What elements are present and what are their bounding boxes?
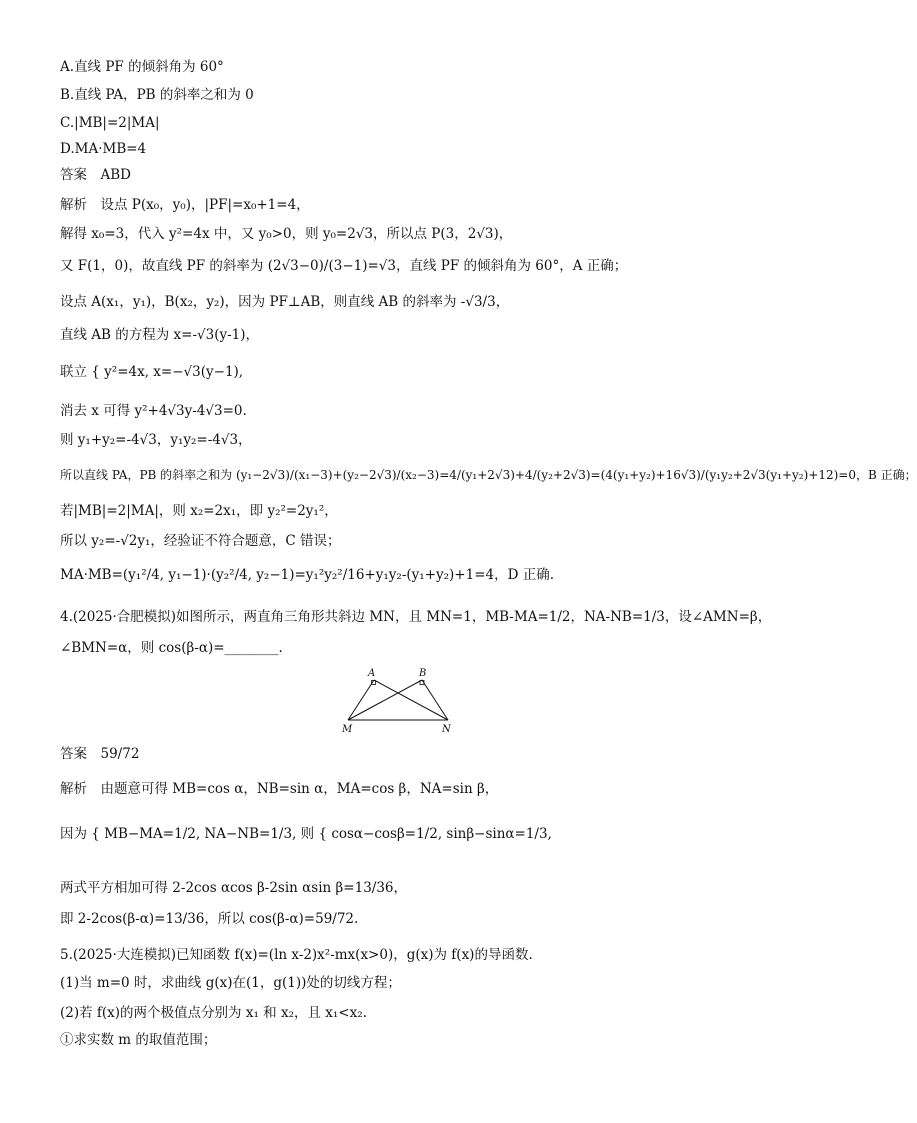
segment-ma	[348, 680, 374, 720]
question-4-cont: ∠BMN=α，则 cos(β-α)=________.	[60, 640, 283, 656]
segment-bn	[422, 680, 448, 720]
solution-line: 又 F(1，0)，故直线 PF 的斜率为 (2√3−0)/(3−1)=√3，直线 PF 的倾斜角为 60°，A 正确；	[60, 258, 628, 274]
question-5: 5.(2025·大连模拟)已知函数 f(x)=(ln x-2)x²-mx(x>0)，g(x)为 f(x)的导函数.	[60, 947, 533, 963]
solution-line: 解析 由题意可得 MB=cos α，NB=sin α，MA=cos β，NA=sin β，	[60, 781, 499, 797]
question-5-part-2: (2)若 f(x)的两个极值点分别为 x₁ 和 x₂，且 x₁<x₂.	[60, 1005, 367, 1021]
question-5-part-1: (1)当 m=0 时，求曲线 g(x)在(1，g(1))处的切线方程；	[60, 975, 401, 991]
solution-line: 解析 设点 P(x₀，y₀)，|PF|=x₀+1=4，	[60, 197, 310, 213]
solution-line: 解得 x₀=3，代入 y²=4x 中，又 y₀>0，则 y₀=2√3，所以点 P(3，2√3)，	[60, 226, 513, 242]
option-b: B.直线 PA，PB 的斜率之和为 0	[60, 87, 254, 103]
solution-line: MA·MB=(y₁²/4, y₁−1)·(y₂²/4, y₂−1)=y₁²y₂²/16+y₁y₂-(y₁+y₂)+1=4，D 正确.	[60, 567, 555, 583]
answer-q4: 答案 59/72	[60, 746, 140, 762]
solution-line: 消去 x 可得 y²+4√3y-4√3=0.	[60, 403, 247, 419]
solution-line: 设点 A(x₁，y₁)，B(x₂，y₂)，因为 PF⊥AB，则直线 AB 的斜率为 -√3/3，	[60, 294, 510, 310]
question-5-part-2-1: ①求实数 m 的取值范围；	[60, 1032, 217, 1048]
solution-system: 因为 { MB−MA=1/2, NA−NB=1/3, 则 { cosα−cosβ=1/2, sinβ−sinα=1/3,	[60, 826, 552, 842]
solution-line: 则 y₁+y₂=-4√3，y₁y₂=-4√3，	[60, 432, 252, 448]
question-4: 4.(2025·合肥模拟)如图所示，两直角三角形共斜边 MN，且 MN=1，MB-MA=1/2，NA-NB=1/3，设∠AMN=β，	[60, 609, 772, 625]
solution-line: 即 2-2cos(β-α)=13/36，所以 cos(β-α)=59/72.	[60, 911, 359, 927]
label-a: A	[368, 668, 376, 679]
solution-line: 所以直线 PA，PB 的斜率之和为 (y₁−2√3)/(x₁−3)+(y₂−2√3)/(x₂−3)=4/(y₁+2√3)+4/(y₂+2√3)=(4(y₁+y₂)+16√3)/(y₁y₂+2√3(y₁+y₂)+12)=0，B 正确；	[60, 468, 917, 482]
solution-line: 若|MB|=2|MA|，则 x₂=2x₁，即 y₂²=2y₁²，	[60, 503, 338, 519]
label-m: M	[342, 724, 353, 735]
label-b: B	[419, 668, 427, 679]
answer-q3: 答案 ABD	[60, 167, 131, 183]
right-triangles-figure	[338, 664, 458, 736]
solution-line: 所以 y₂=-√2y₁，经验证不符合题意，C 错误；	[60, 533, 341, 549]
label-n: N	[442, 724, 451, 735]
solution-line: 两式平方相加可得 2-2cos αcos β-2sin αsin β=13/36，	[60, 880, 408, 896]
solution-system: 联立 { y²=4x, x=−√3(y−1),	[60, 364, 244, 380]
option-c: C.|MB|=2|MA|	[60, 115, 160, 131]
option-a: A.直线 PF 的倾斜角为 60°	[60, 59, 224, 75]
solution-line: 直线 AB 的方程为 x=-√3(y-1)，	[60, 327, 260, 343]
option-d: D.MA·MB=4	[60, 141, 147, 157]
